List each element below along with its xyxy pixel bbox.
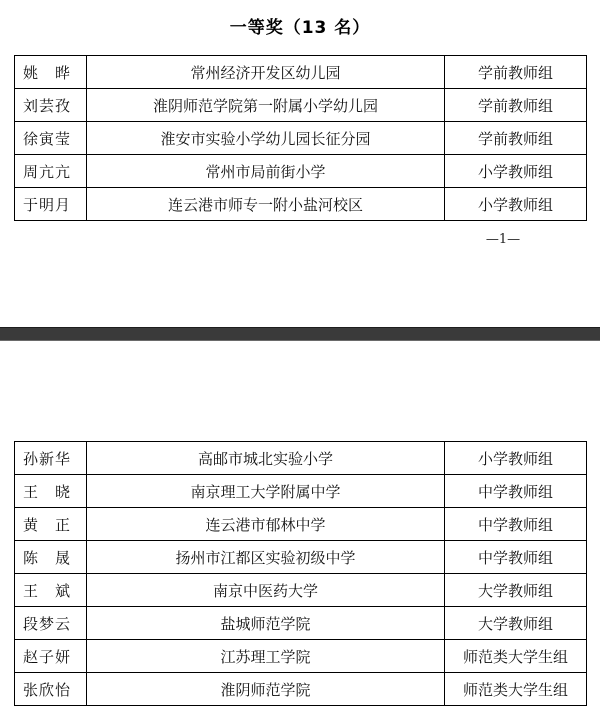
work-unit-cell: 常州经济开发区幼儿园	[87, 56, 445, 89]
table-row	[15, 188, 587, 221]
winner-name-cell: 段梦云	[15, 607, 87, 640]
table-row	[15, 574, 587, 607]
award-group-cell: 小学教师组	[445, 442, 587, 475]
award-group-cell: 中学教师组	[445, 475, 587, 508]
work-unit-cell: 扬州市江都区实验初级中学	[87, 541, 445, 574]
award-group-cell: 小学教师组	[445, 188, 587, 221]
winner-name-cell: 黄 正	[15, 508, 87, 541]
winner-name-cell: 王 晓	[15, 475, 87, 508]
work-unit-cell: 高邮市城北实验小学	[87, 442, 445, 475]
winner-name-cell: 于明月	[15, 188, 87, 221]
winner-name-cell: 王 斌	[15, 574, 87, 607]
work-unit-cell: 常州市局前街小学	[87, 155, 445, 188]
award-group-cell: 学前教师组	[445, 89, 587, 122]
table-row	[15, 640, 587, 673]
award-group-cell: 中学教师组	[445, 541, 587, 574]
award-group-cell: 学前教师组	[445, 56, 587, 89]
table-row	[15, 541, 587, 574]
table-row	[15, 122, 587, 155]
work-unit-cell: 连云港市师专一附小盐河校区	[87, 188, 445, 221]
table-row	[15, 508, 587, 541]
award-group-cell: 大学教师组	[445, 574, 587, 607]
winner-name-cell: 张欣怡	[15, 673, 87, 706]
table-row	[15, 56, 587, 89]
winner-name-cell: 徐寅莹	[15, 122, 87, 155]
awards-table-page-1	[14, 55, 587, 221]
work-unit-cell: 盐城师范学院	[87, 607, 445, 640]
award-title: 一等奖（13 名）	[229, 18, 371, 38]
award-group-cell: 小学教师组	[445, 155, 587, 188]
work-unit-cell: 淮安市实验小学幼儿园长征分园	[87, 122, 445, 155]
winner-name-cell: 孙新华	[15, 442, 87, 475]
award-group-cell: 中学教师组	[445, 508, 587, 541]
winner-name-cell: 刘芸孜	[15, 89, 87, 122]
table-row	[15, 89, 587, 122]
table-row	[15, 475, 587, 508]
page-break-gap	[0, 327, 600, 341]
winner-name-cell: 陈 晟	[15, 541, 87, 574]
work-unit-cell: 南京理工大学附属中学	[87, 475, 445, 508]
winner-name-cell: 姚 晔	[15, 56, 87, 89]
work-unit-cell: 连云港市郁林中学	[87, 508, 445, 541]
winner-name-cell: 赵子妍	[15, 640, 87, 673]
table-row	[15, 442, 587, 475]
table-row	[15, 673, 587, 706]
awards-table-page-2	[14, 441, 587, 706]
award-group-cell: 大学教师组	[445, 607, 587, 640]
table-row	[15, 155, 587, 188]
table-row	[15, 607, 587, 640]
winner-name-cell: 周亢亢	[15, 155, 87, 188]
award-group-cell: 学前教师组	[445, 122, 587, 155]
work-unit-cell: 淮阴师范学院	[87, 673, 445, 706]
award-group-cell: 师范类大学生组	[445, 673, 587, 706]
work-unit-cell: 淮阴师范学院第一附属小学幼儿园	[87, 89, 445, 122]
work-unit-cell: 南京中医药大学	[87, 574, 445, 607]
work-unit-cell: 江苏理工学院	[87, 640, 445, 673]
award-group-cell: 师范类大学生组	[445, 640, 587, 673]
page-number: —1—	[485, 232, 521, 247]
